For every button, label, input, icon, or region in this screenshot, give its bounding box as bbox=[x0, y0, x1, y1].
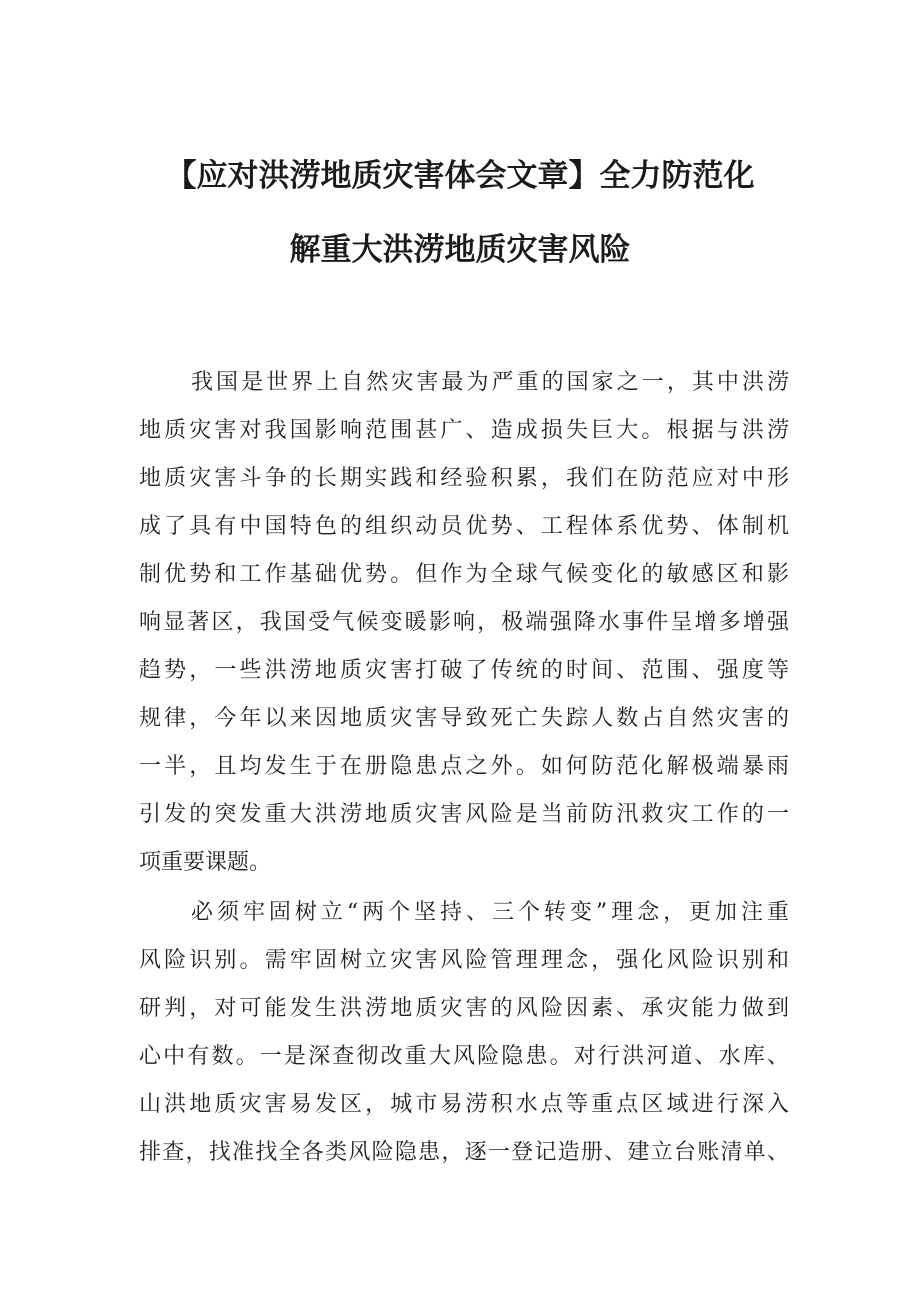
document-title-line-2: 解重大洪涝地质灾害风险 bbox=[289, 232, 631, 268]
paragraph-1-line: 一半，且均发生于在册隐患点之外。如何防范化解极端暴雨 bbox=[139, 754, 789, 779]
paragraph-2-line: 排查，找准找全各类风险隐患，逐一登记造册、建立台账清单、 bbox=[139, 1140, 789, 1165]
paragraph-2-line: 风险识别。需牢固树立灾害风险管理理念，强化风险识别和 bbox=[139, 948, 789, 973]
paragraph-1-line: 地质灾害斗争的长期实践和经验积累，我们在防范应对中形 bbox=[139, 466, 789, 491]
paragraph-1-line: 项重要课题。 bbox=[139, 850, 272, 875]
paragraph-2-line: 心中有数。一是深查彻改重大风险隐患。对行洪河道、水库、 bbox=[139, 1044, 789, 1069]
document-title-line-1: 【应对洪涝地质灾害体会文章】全力防范化 bbox=[165, 158, 755, 194]
paragraph-2-line: 必须牢固树立“两个坚持、三个转变”理念，更加注重 bbox=[191, 900, 789, 925]
paragraph-2-line: 研判，对可能发生洪涝地质灾害的风险因素、承灾能力做到 bbox=[139, 996, 789, 1021]
paragraph-1-line: 引发的突发重大洪涝地质灾害风险是当前防汛救灾工作的一 bbox=[139, 802, 789, 827]
paragraph-1-line: 地质灾害对我国影响范围甚广、造成损失巨大。根据与洪涝 bbox=[139, 418, 789, 443]
paragraph-1-line: 趋势，一些洪涝地质灾害打破了传统的时间、范围、强度等 bbox=[139, 658, 789, 683]
paragraph-1-line: 成了具有中国特色的组织动员优势、工程体系优势、体制机 bbox=[139, 514, 789, 539]
paragraph-1-line: 规律，今年以来因地质灾害导致死亡失踪人数占自然灾害的 bbox=[139, 706, 789, 731]
paragraph-1-line: 响显著区，我国受气候变暖影响，极端强降水事件呈增多增强 bbox=[139, 610, 789, 635]
paragraph-1-line: 制优势和工作基础优势。但作为全球气候变化的敏感区和影 bbox=[139, 562, 789, 587]
paragraph-1-line: 我国是世界上自然灾害最为严重的国家之一，其中洪涝 bbox=[191, 370, 789, 395]
paragraph-2-line: 山洪地质灾害易发区，城市易涝积水点等重点区域进行深入 bbox=[139, 1092, 789, 1117]
